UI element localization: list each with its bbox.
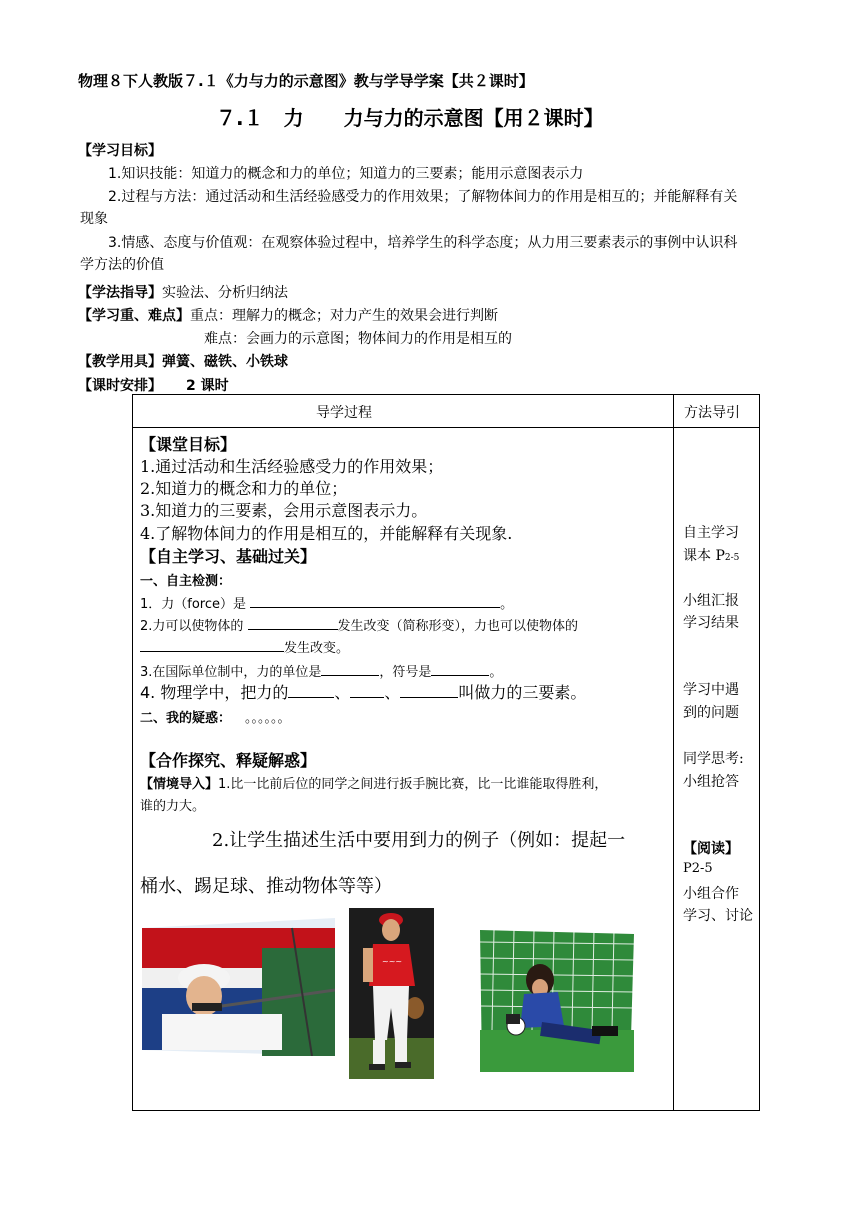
side-pages: P2-5 xyxy=(683,861,713,876)
answer-blank[interactable] xyxy=(140,637,284,652)
keypoints-row xyxy=(78,305,498,325)
side-report-2: 学习结果 xyxy=(683,615,739,631)
force-example-line1: 2.让学生描述生活中要用到力的例子（例如：提起一 xyxy=(212,830,626,851)
table-header-divider xyxy=(132,427,760,428)
scenario-intro-label: 【情境导入】 xyxy=(140,777,219,792)
schedule-row xyxy=(78,375,229,395)
svg-text:~~~: ~~~ xyxy=(382,957,403,966)
answer-blank[interactable] xyxy=(350,681,384,698)
side-problem-1: 学习中遇 xyxy=(683,682,739,698)
answer-blank[interactable] xyxy=(400,681,458,698)
goal-item-2-cont: 现象 xyxy=(80,211,108,227)
method-value: 实验法、分析归纳法 xyxy=(162,285,288,301)
tools-row xyxy=(78,351,288,371)
question-4: 4. 物理学中，把力的 、 、 叫做力的三要素。 xyxy=(140,683,587,702)
class-goal-1: 1.通过活动和生活经验感受力的作用效果； xyxy=(140,457,444,476)
class-goal-4: 4.了解物体间力的作用是相互的，并能解释有关现象. xyxy=(140,524,513,543)
method-label: 【学法指导】 xyxy=(78,285,162,301)
goalkeeper-image xyxy=(480,930,634,1072)
baseball-image xyxy=(349,908,434,1079)
scenario-intro-cont: 谁的力大。 xyxy=(140,799,206,814)
cooperation-heading: 【合作探究、释疑解惑】 xyxy=(140,751,317,770)
answer-blank[interactable] xyxy=(248,615,338,630)
scenario-intro: 【情境导入】1.比一比前后位的同学之间进行扳手腕比赛，比一比谁能取得胜利， xyxy=(140,777,608,792)
doubts-heading: 二、我的疑惑： xyxy=(140,711,232,726)
goal-item-3-cont: 学方法的价值 xyxy=(80,257,164,273)
doubts-row xyxy=(140,707,291,726)
side-textbook: 课本 P2-5 xyxy=(683,548,740,564)
side-group-1: 小组合作 xyxy=(683,886,739,902)
archery-photo xyxy=(142,918,335,1056)
tools-label: 【教学用具】 xyxy=(78,354,162,370)
answer-blank[interactable] xyxy=(288,681,334,698)
table-column-divider xyxy=(673,394,674,1111)
archery-image xyxy=(142,918,335,1056)
answer-blank[interactable] xyxy=(431,661,489,676)
tools-value: 弹簧、磁铁、小铁球 xyxy=(162,354,288,370)
learning-goals-heading: 【学习目标】 xyxy=(78,143,162,159)
force-example-line2: 桶水、踢足球、推动物体等等） xyxy=(140,876,392,897)
doubts-dots: 。。。。。。 xyxy=(245,711,291,726)
goalkeeper-photo xyxy=(480,930,634,1072)
keypoints-label: 【学习重、难点】 xyxy=(78,308,190,324)
question-2-cont: 发生改变。 xyxy=(140,637,349,656)
class-goal-3: 3.知道力的三要素，会用示意图表示力。 xyxy=(140,501,428,520)
side-problem-2: 到的问题 xyxy=(683,705,739,721)
side-group-2: 学习、讨论 xyxy=(683,908,753,924)
side-report-1: 小组汇报 xyxy=(683,593,739,609)
column-header-method: 方法导引 xyxy=(684,405,740,421)
question-2: 2.力可以使物体的 发生改变（简称形变），力也可以使物体的 xyxy=(140,615,578,634)
self-study-heading: 【自主学习、基础过关】 xyxy=(140,547,317,566)
column-header-process: 导学过程 xyxy=(316,405,372,421)
schedule-label: 【课时安排】 xyxy=(78,378,162,394)
class-goal-2: 2.知道力的概念和力的单位； xyxy=(140,479,348,498)
class-goals-heading: 【课堂目标】 xyxy=(140,435,237,454)
schedule-value: 2 课时 xyxy=(186,378,229,394)
question-3: 3.在国际单位制中，力的单位是 ，符号是 。 xyxy=(140,661,502,680)
keypoints-key: 重点：理解力的概念；对力产生的效果会进行判断 xyxy=(190,308,498,324)
page-title: ７.１ 力 力与力的示意图【用２课时】 xyxy=(216,106,604,130)
keypoints-difficult: 难点：会画力的示意图；物体间力的作用是相互的 xyxy=(204,331,512,347)
document-title: 物理８下人教版７.１《力与力的示意图》教与学导学案【共２课时】 xyxy=(78,72,534,90)
goal-item-3: 3.情感、态度与价值观：在观察体验过程中，培养学生的科学态度；从力用三要素表示的事例中认识科 xyxy=(108,235,738,251)
baseball-player-photo xyxy=(349,908,434,1079)
side-think-1: 同学思考: xyxy=(683,751,744,767)
self-check-heading: 一、自主检测： xyxy=(140,574,232,589)
answer-blank[interactable] xyxy=(321,661,379,676)
side-read: 【阅读】 xyxy=(683,841,739,857)
goal-item-2: 2.过程与方法：通过活动和生活经验感受力的作用效果；了解物体间力的作用是相互的；并能解释有关 xyxy=(108,189,738,205)
answer-blank[interactable] xyxy=(250,593,500,608)
side-think-2: 小组抢答 xyxy=(683,774,739,790)
question-1: 1．力（force）是 。 xyxy=(140,593,513,612)
side-self-study: 自主学习 xyxy=(683,525,739,541)
method-row xyxy=(78,282,288,302)
goal-item-1: 1.知识技能：知道力的概念和力的单位；知道力的三要素；能用示意图表示力 xyxy=(108,166,584,182)
